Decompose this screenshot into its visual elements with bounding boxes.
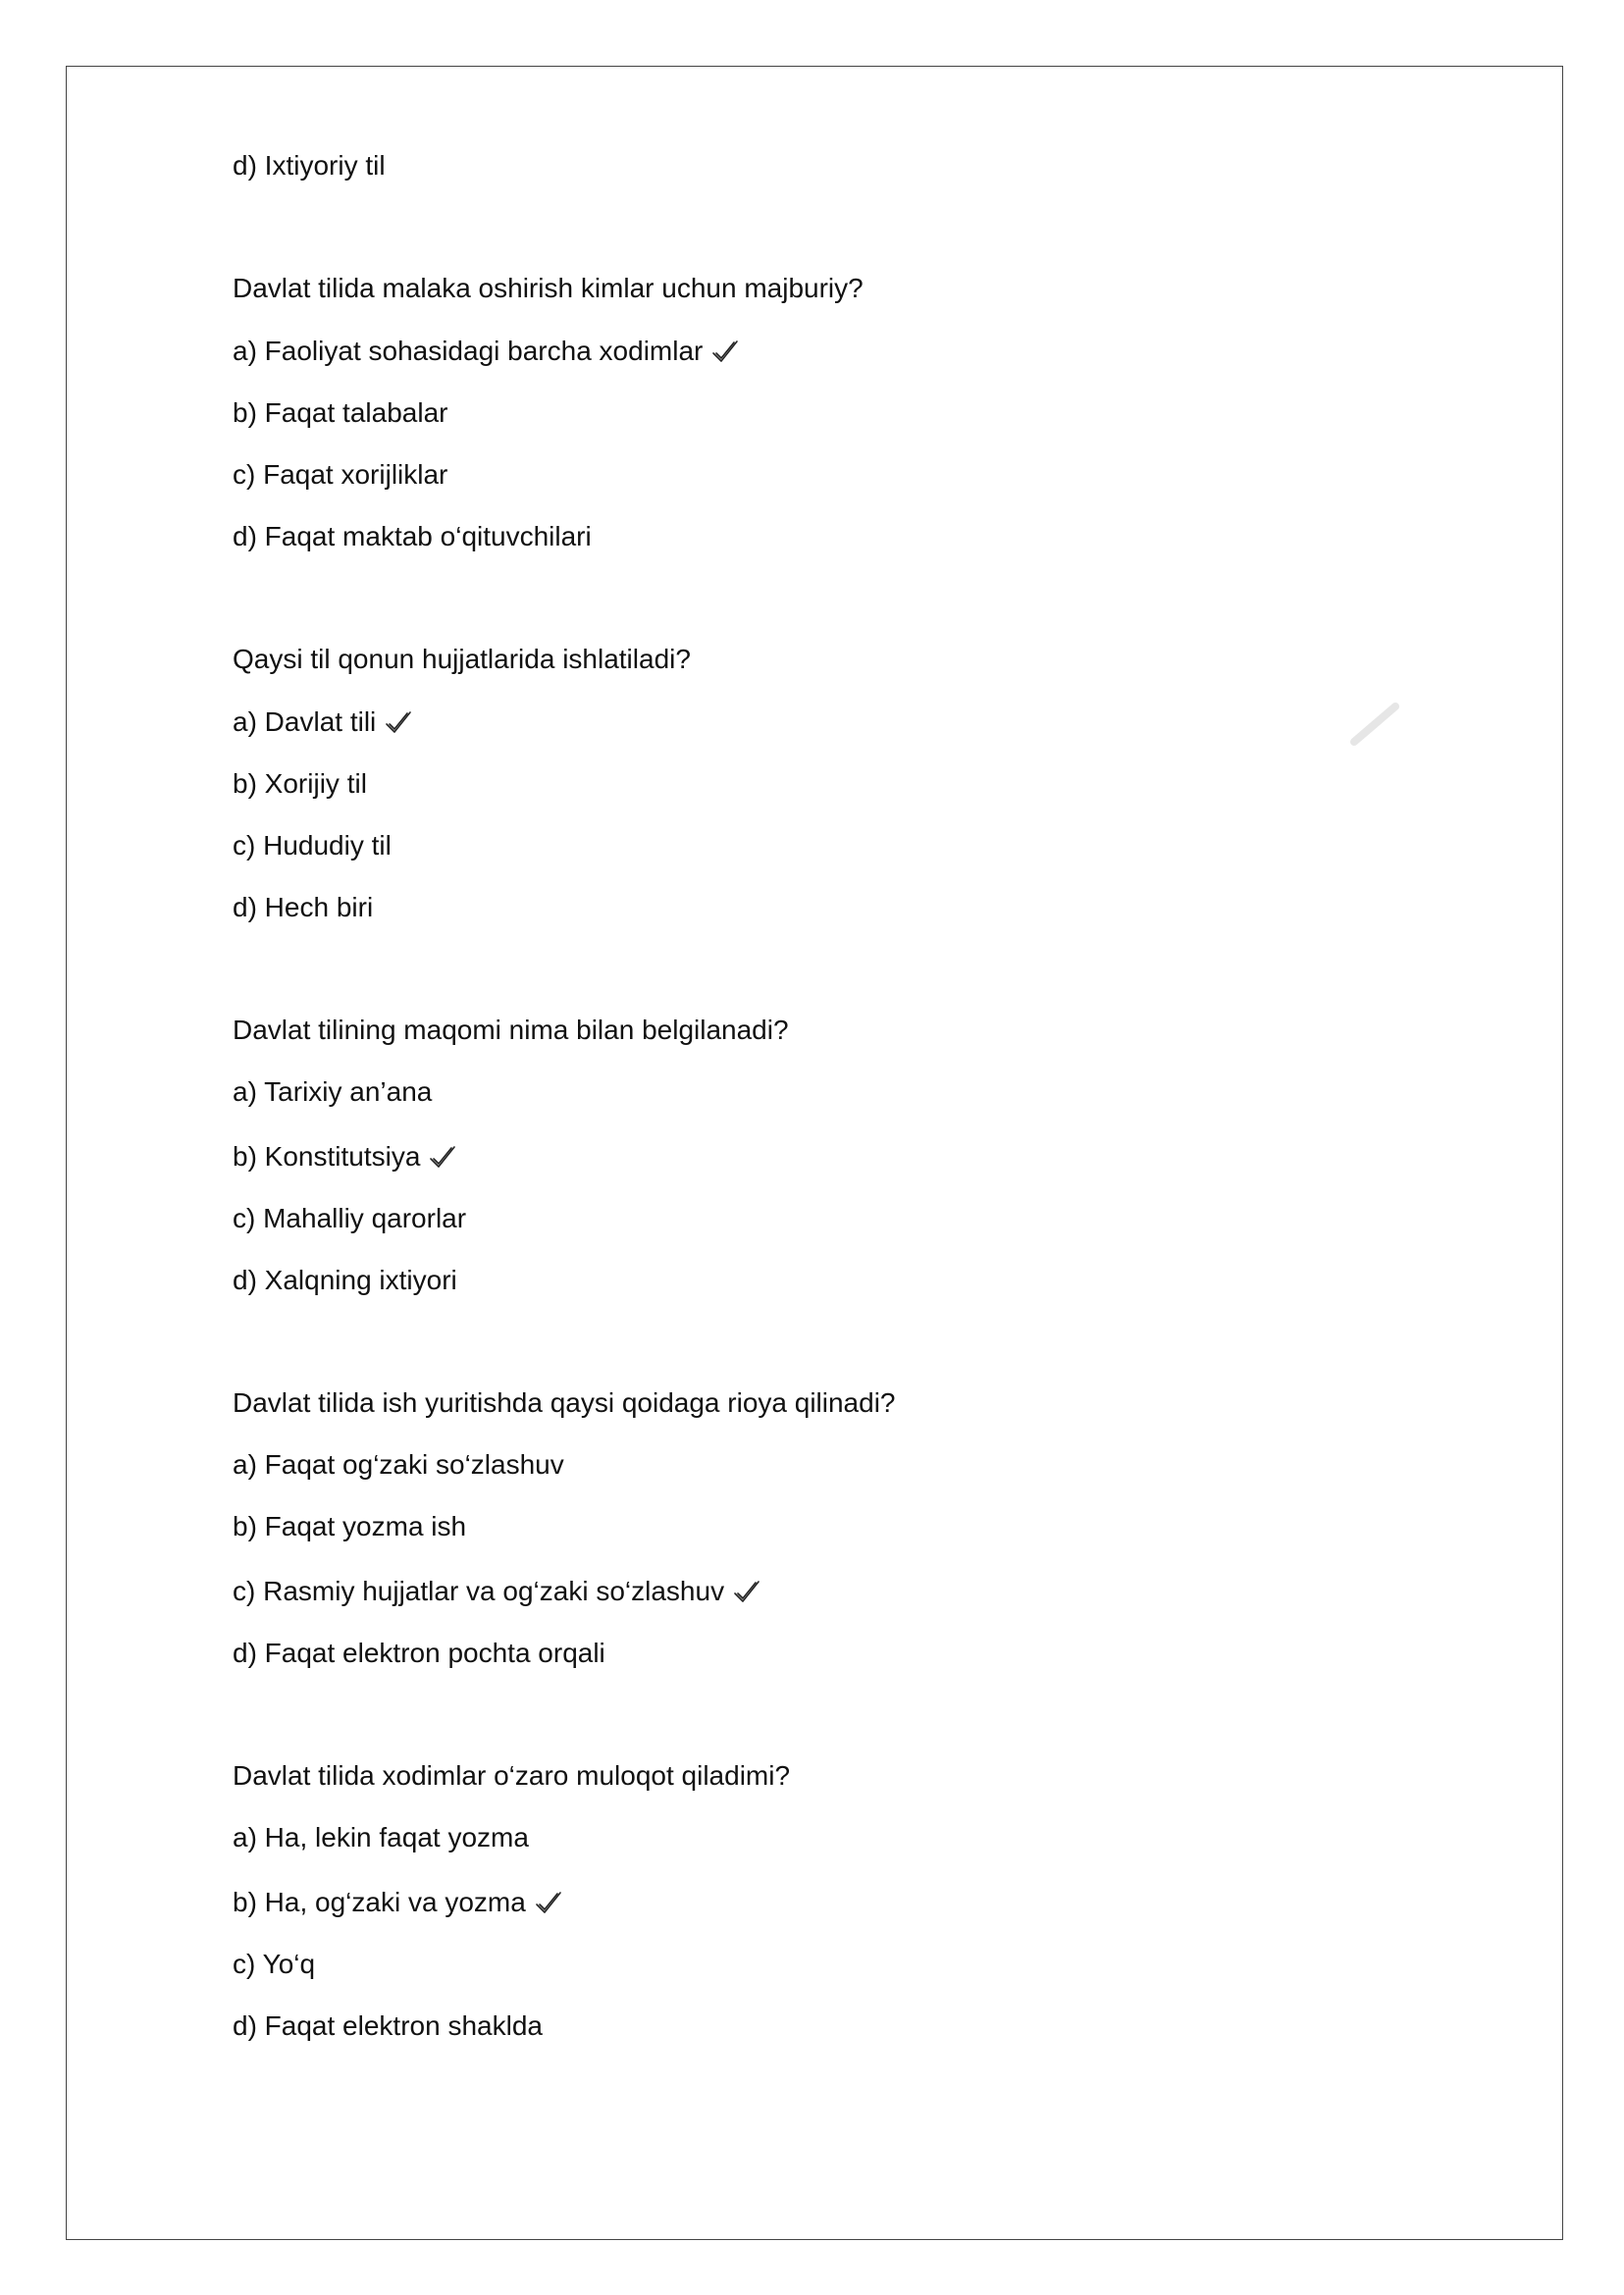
- option-line: [233, 829, 1459, 862]
- option-line: [233, 705, 1459, 739]
- option-line: [233, 1202, 1459, 1235]
- check-mark-icon: [384, 707, 413, 737]
- question-text: Davlat tilida malaka oshirish kimlar uchun majburiy?: [233, 273, 864, 303]
- option-text: c) Mahalliy qarorlar: [233, 1203, 467, 1233]
- option-line: [233, 149, 1459, 183]
- option-text: c) Faqat xorijliklar: [233, 459, 448, 490]
- option-text: d) Hech biri: [233, 892, 374, 922]
- question-line: [233, 272, 1459, 305]
- question-text: Davlat tilining maqomi nima bilan belgilanadi?: [233, 1015, 789, 1045]
- option-line: [233, 1264, 1459, 1297]
- question-text: Davlat tilida ish yuritishda qaysi qoidaga rioya qilinadi?: [233, 1387, 896, 1418]
- option-text: d) Ixtiyoriy til: [233, 150, 386, 181]
- question-line: [233, 1386, 1459, 1420]
- option-text: d) Faqat maktab o‘qituvchilari: [233, 521, 592, 551]
- option-line: [233, 1886, 1459, 1919]
- option-text: d) Faqat elektron shaklda: [233, 2010, 543, 2041]
- option-text: b) Konstitutsiya: [233, 1141, 421, 1172]
- option-line: [233, 1075, 1459, 1109]
- option-line: [233, 1821, 1459, 1854]
- option-line: [233, 335, 1459, 368]
- option-text: b) Xorijiy til: [233, 768, 367, 799]
- question-line: [233, 1759, 1459, 1793]
- option-line: [233, 891, 1459, 924]
- option-line: [233, 520, 1459, 553]
- option-text: b) Faqat talabalar: [233, 397, 448, 428]
- check-mark-icon: [534, 1888, 563, 1917]
- option-text: b) Faqat yozma ish: [233, 1511, 467, 1541]
- option-line: [233, 1948, 1459, 1981]
- option-text: c) Rasmiy hujjatlar va og‘zaki so‘zlashuv: [233, 1576, 725, 1606]
- option-line: [233, 1637, 1459, 1670]
- option-line: [233, 2009, 1459, 2043]
- check-mark-icon: [732, 1577, 761, 1606]
- question-line: [233, 1014, 1459, 1047]
- option-text: a) Faqat og‘zaki so‘zlashuv: [233, 1449, 564, 1480]
- option-line: [233, 1448, 1459, 1482]
- option-text: b) Ha, og‘zaki va yozma: [233, 1887, 526, 1917]
- option-line: [233, 1140, 1459, 1174]
- option-line: [233, 396, 1459, 430]
- question-text: Davlat tilida xodimlar o‘zaro muloqot qiladimi?: [233, 1760, 791, 1791]
- option-text: a) Ha, lekin faqat yozma: [233, 1822, 529, 1852]
- question-text: Qaysi til qonun hujjatlarida ishlatiladi?: [233, 644, 691, 674]
- check-mark-icon: [428, 1142, 457, 1172]
- option-line: [233, 1510, 1459, 1543]
- option-text: a) Faoliyat sohasidagi barcha xodimlar: [233, 336, 704, 366]
- check-mark-icon: [710, 337, 740, 366]
- option-text: c) Yo‘q: [233, 1949, 316, 1979]
- option-line: [233, 1575, 1459, 1608]
- question-line: [233, 643, 1459, 676]
- option-line: [233, 458, 1459, 492]
- option-text: a) Davlat tili: [233, 706, 377, 737]
- option-text: d) Faqat elektron pochta orqali: [233, 1638, 605, 1668]
- option-text: c) Hududiy til: [233, 830, 392, 861]
- option-text: a) Tarixiy an’ana: [233, 1076, 433, 1107]
- document-body: [233, 149, 1459, 2043]
- option-text: d) Xalqning ixtiyori: [233, 1265, 457, 1295]
- option-line: [233, 767, 1459, 801]
